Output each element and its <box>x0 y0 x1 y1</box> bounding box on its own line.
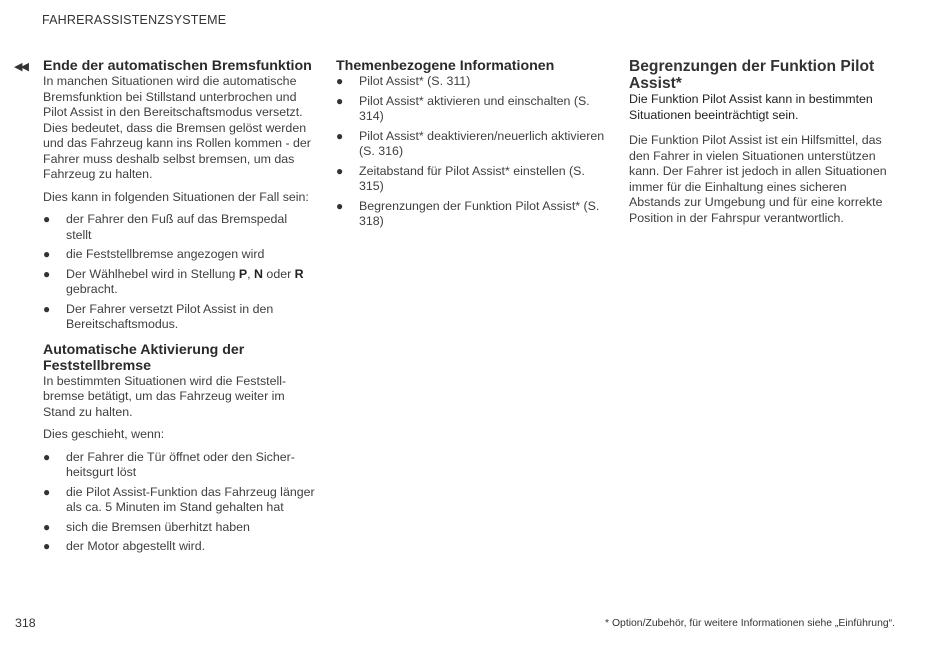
bullet-icon: ● <box>43 266 51 281</box>
related-link-text[interactable]: Pilot Assist* deaktivieren/neuerlich aktivieren (S. 316) <box>359 128 605 158</box>
paragraph-brake-end-intro: In manchen Situationen wird die automatische Bremsfunktion bei Stillstand unterbrochen und Pilot Assist in den Bereitschaftsmodus versetzt. Dies bedeutet, dass die Bremsen gelöst werden und das Fahrzeug kann ins Rollen kommen - der Fahrer muss deshalb selbst bremsen, um das Fahrzeug zu halten. <box>43 74 311 181</box>
bullet-icon: ● <box>336 163 344 178</box>
related-link-limitations[interactable] <box>336 199 606 230</box>
related-link-text[interactable]: Zeitabstand für Pilot Assist* einstellen (S. 315) <box>359 163 585 193</box>
bullet-icon: ● <box>43 539 51 553</box>
related-link-text[interactable]: Begrenzungen der Funktion Pilot Assist* (S. 318) <box>359 198 600 228</box>
page-number: 318 <box>15 616 36 630</box>
bullet-icon: ● <box>43 484 51 499</box>
paragraph-parking-brake-lead: Dies geschieht, wenn: <box>43 427 165 441</box>
list-item <box>43 450 315 481</box>
list-item <box>43 267 315 298</box>
list-brake-end <box>43 212 315 333</box>
list-item-text <box>66 267 304 297</box>
heading-parking-brake: Automatische Aktivierung der Feststellbremse <box>43 341 245 374</box>
text-fragment: , <box>247 266 255 281</box>
list-item-text: der Motor abgestellt wird. <box>66 539 206 553</box>
related-link-text[interactable]: Pilot Assist* aktivieren und einschalten (S. 314) <box>359 93 590 123</box>
heading-limitations: Begrenzungen der Funktion Pilot Assist* <box>629 58 875 92</box>
heading-related-info: Themenbezogene Informationen <box>336 58 555 74</box>
column-right <box>629 58 891 233</box>
paragraph-brake-end-lead: Dies kann in folgenden Situationen der Fall sein: <box>43 189 309 204</box>
column-middle <box>336 58 606 239</box>
list-parking-brake <box>43 450 315 555</box>
list-item <box>43 302 315 333</box>
paragraph-parking-brake-intro: In bestimmten Situationen wird die Feststellbremse betätigt, um das Fahrzeug weiter im Stand zu halten. <box>43 373 287 419</box>
related-link-activate[interactable] <box>336 94 606 125</box>
list-item <box>43 539 315 555</box>
bullet-icon: ● <box>43 301 51 316</box>
list-item <box>43 247 315 263</box>
bullet-icon: ● <box>43 247 51 261</box>
double-left-arrow-icon: ◀◀ <box>14 61 27 73</box>
bullet-icon: ● <box>336 198 344 213</box>
gear-position-n: N <box>254 266 263 281</box>
gear-position-r: R <box>294 266 304 281</box>
related-link-deactivate[interactable] <box>336 129 606 160</box>
list-item-text: der Fahrer die Tür öffnet oder den Sicherheitsgurt löst <box>66 449 295 479</box>
list-item <box>43 485 315 516</box>
gear-position-p: P <box>238 266 248 281</box>
bullet-icon: ● <box>336 74 344 88</box>
bullet-icon: ● <box>336 93 344 108</box>
list-item-text: die Feststellbremse angezogen wird <box>66 247 265 261</box>
list-item-text: sich die Bremsen überhitzt haben <box>66 519 250 534</box>
section-header: FAHRERASSISTENZSYSTEME <box>42 13 227 27</box>
list-item-text: der Fahrer den Fuß auf das Bremspedal stellt <box>66 212 288 242</box>
text-fragment: gebracht. <box>66 282 118 296</box>
paragraph-limitations-lead: Die Funktion Pilot Assist kann in bestimmten Situationen beeinträchtigt sein. <box>629 92 873 122</box>
bullet-icon: ● <box>43 449 51 464</box>
footnote: * Option/Zubehör, für weitere Informationen siehe „Einführung“. <box>605 618 895 629</box>
bullet-icon: ● <box>336 128 344 143</box>
related-link-text[interactable]: Pilot Assist* (S. 311) <box>359 74 471 88</box>
list-item-text: die Pilot Assist-Funktion das Fahrzeug länger als ca. 5 Minuten im Stand gehalten hat <box>66 484 315 514</box>
paragraph-limitations-body: Die Funktion Pilot Assist ist ein Hilfsmittel, das den Fahrer in vielen Situationen unterstützen kann. Der Fahrer ist jedoch in allen Situationen immer für die Einhaltung eines sicheren Abstands zur Umgebung und für eine korrekte Position in der Fahrspur verantwortlich. <box>629 133 887 225</box>
bullet-icon: ● <box>43 212 51 226</box>
list-item-text: Der Fahrer versetzt Pilot Assist in den Bereitschaftsmodus. <box>66 301 274 331</box>
related-link-time-gap[interactable] <box>336 164 606 195</box>
related-link-pilot-assist[interactable] <box>336 74 606 90</box>
text-fragment: oder <box>262 266 295 281</box>
column-left <box>43 58 315 564</box>
bullet-icon: ● <box>43 519 51 534</box>
heading-brake-end: Ende der automatischen Bremsfunktion <box>43 58 312 74</box>
text-fragment: Der Wählhebel wird in Stellung <box>66 266 239 281</box>
list-item <box>43 520 315 536</box>
related-links-list <box>336 74 606 230</box>
list-item <box>43 212 315 243</box>
